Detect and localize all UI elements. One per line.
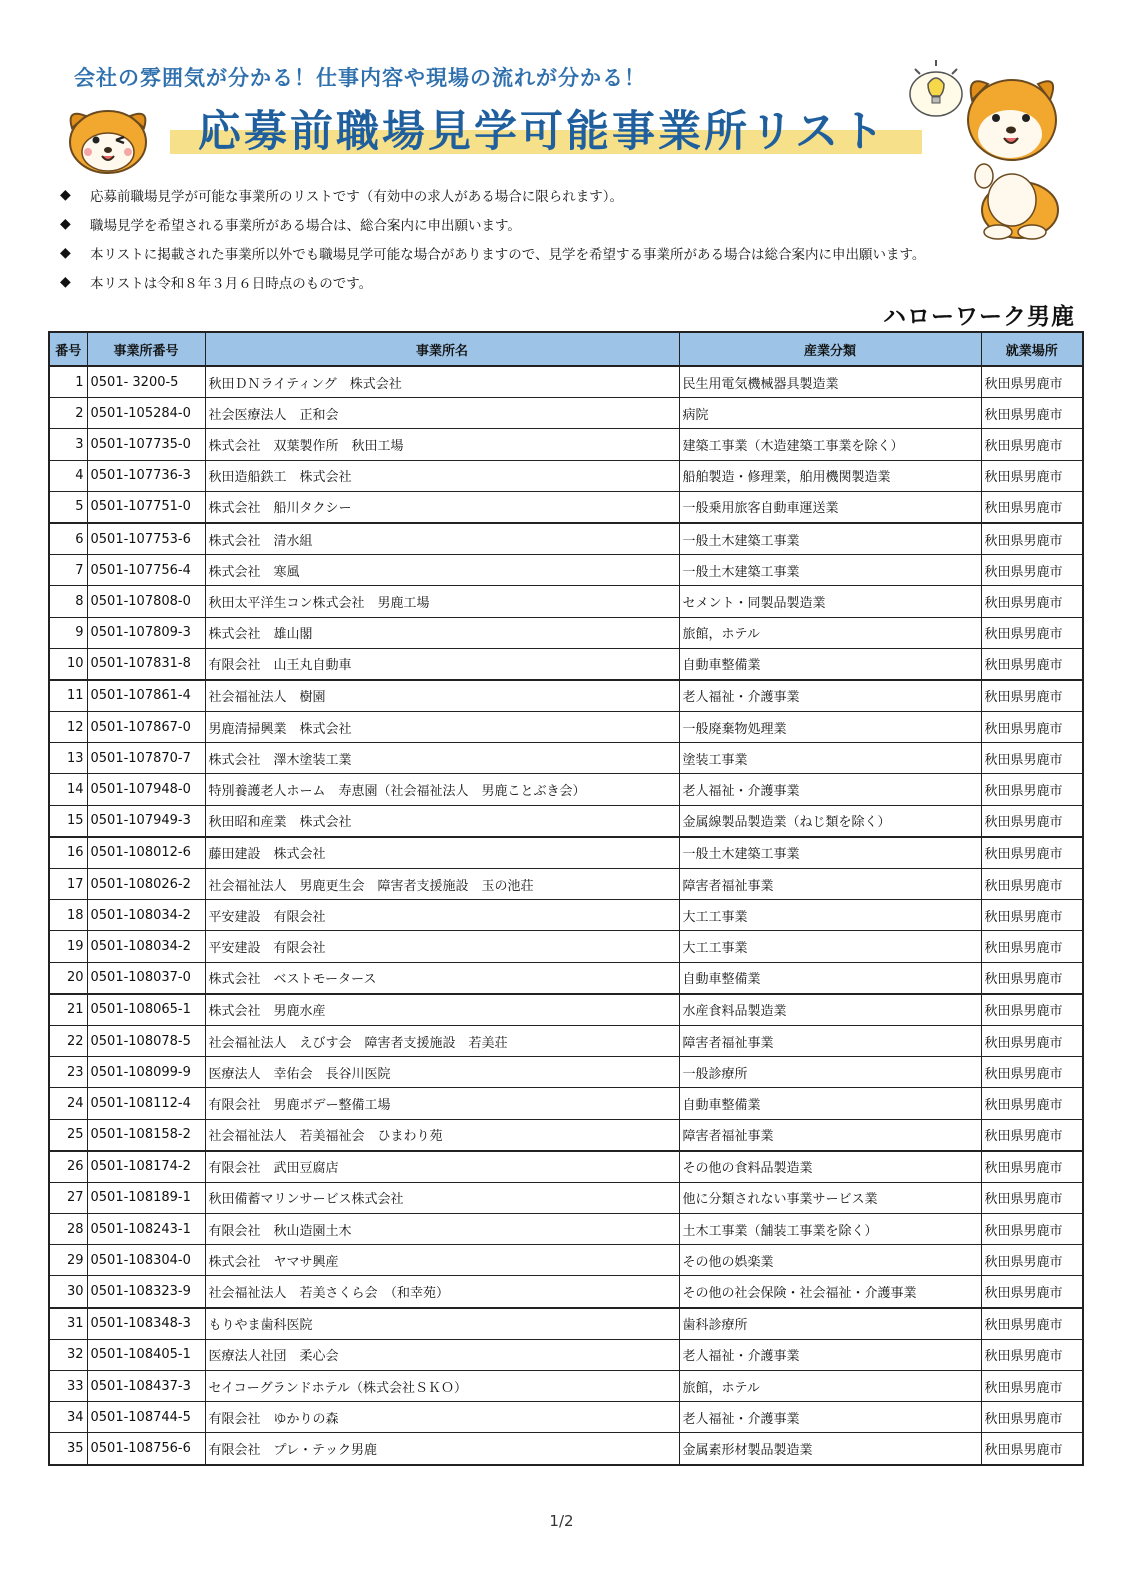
office-name: ハローワーク男鹿 [883, 304, 1075, 330]
cell-industry: 障害者福祉事業 [679, 1119, 981, 1151]
table-row [49, 617, 1083, 648]
cell-industry: 老人福祉・介護事業 [679, 774, 981, 805]
table-row [49, 1402, 1083, 1433]
cell-office-name: 社会福祉法人 若美さくら会 （和幸苑） [205, 1276, 679, 1308]
cell-row-number: 17 [49, 869, 87, 900]
cell-industry: 病院 [679, 398, 981, 429]
table-body [49, 366, 1083, 1465]
note-item: ◆ 本リストは令和８年３月６日時点のものです。 [60, 273, 373, 292]
table-row [49, 712, 1083, 743]
notes-list [60, 180, 925, 296]
cell-work-location: 秋田県男鹿市 [981, 460, 1083, 491]
cell-industry: 障害者福祉事業 [679, 869, 981, 900]
cell-office-code: 0501-108037-0 [87, 962, 205, 994]
cell-office-code: 0501-108189-1 [87, 1182, 205, 1213]
cell-row-number: 6 [49, 523, 87, 555]
cell-office-code: 0501-108323-9 [87, 1276, 205, 1308]
cell-row-number: 8 [49, 586, 87, 617]
cell-row-number: 20 [49, 962, 87, 994]
cell-work-location: 秋田県男鹿市 [981, 869, 1083, 900]
cell-office-name: 有限会社 武田豆腐店 [205, 1151, 679, 1183]
cell-work-location: 秋田県男鹿市 [981, 429, 1083, 460]
cell-row-number: 27 [49, 1182, 87, 1213]
cell-office-name: 平安建設 有限会社 [205, 900, 679, 931]
table-row [49, 931, 1083, 962]
cell-industry: 歯科診療所 [679, 1308, 981, 1340]
cell-row-number: 10 [49, 648, 87, 680]
cell-office-code: 0501-108348-3 [87, 1308, 205, 1340]
cell-row-number: 29 [49, 1245, 87, 1276]
cell-office-code: 0501-107948-0 [87, 774, 205, 805]
cell-office-name: 秋田ＤＮライティング 株式会社 [205, 366, 679, 398]
cell-office-code: 0501-107756-4 [87, 555, 205, 586]
cell-row-number: 1 [49, 366, 87, 398]
cell-office-code: 0501- 3200-5 [87, 366, 205, 398]
cell-row-number: 33 [49, 1371, 87, 1402]
column-header-number: 番号 [49, 332, 87, 366]
cell-office-name: 株式会社 寒風 [205, 555, 679, 586]
cell-work-location: 秋田県男鹿市 [981, 398, 1083, 429]
cell-work-location: 秋田県男鹿市 [981, 1308, 1083, 1340]
cell-office-code: 0501-108756-6 [87, 1433, 205, 1465]
table-row [49, 398, 1083, 429]
cell-office-name: 特別養護老人ホーム 寿恵園（社会福祉法人 男鹿ことぶき会） [205, 774, 679, 805]
page-title: 応募前職場見学可能事業所リスト [198, 107, 888, 157]
cell-office-code: 0501-108437-3 [87, 1371, 205, 1402]
cell-office-code: 0501-108744-5 [87, 1402, 205, 1433]
cell-office-code: 0501-108112-4 [87, 1088, 205, 1119]
table-row [49, 1339, 1083, 1370]
cell-row-number: 5 [49, 491, 87, 523]
cell-office-name: 株式会社 男鹿水産 [205, 994, 679, 1026]
cell-office-name: 秋田昭和産業 株式会社 [205, 805, 679, 837]
cell-office-code: 0501-108099-9 [87, 1057, 205, 1088]
table-row [49, 1245, 1083, 1276]
cell-row-number: 15 [49, 805, 87, 837]
cell-work-location: 秋田県男鹿市 [981, 1025, 1083, 1056]
cell-row-number: 24 [49, 1088, 87, 1119]
cell-office-code: 0501-107735-0 [87, 429, 205, 460]
cell-industry: 大工工事業 [679, 900, 981, 931]
cell-office-code: 0501-108026-2 [87, 869, 205, 900]
cell-industry: 老人福祉・介護事業 [679, 1339, 981, 1370]
cell-industry: その他の社会保険・社会福祉・介護事業 [679, 1276, 981, 1308]
cell-work-location: 秋田県男鹿市 [981, 1057, 1083, 1088]
cell-industry: 一般廃棄物処理業 [679, 712, 981, 743]
table-row [49, 1182, 1083, 1213]
cell-office-code: 0501-108012-6 [87, 837, 205, 869]
cell-row-number: 16 [49, 837, 87, 869]
cell-office-name: 社会福祉法人 男鹿更生会 障害者支援施設 玉の池荘 [205, 869, 679, 900]
cell-industry: セメント・同製品製造業 [679, 586, 981, 617]
cell-work-location: 秋田県男鹿市 [981, 523, 1083, 555]
table-row [49, 994, 1083, 1026]
cell-office-name: 平安建設 有限会社 [205, 931, 679, 962]
cell-office-name: 株式会社 ベストモータース [205, 962, 679, 994]
cell-industry: 建築工事業（木造建築工事業を除く） [679, 429, 981, 460]
cell-work-location: 秋田県男鹿市 [981, 1371, 1083, 1402]
cell-work-location: 秋田県男鹿市 [981, 1151, 1083, 1183]
cell-row-number: 2 [49, 398, 87, 429]
cell-industry: 一般土木建築工事業 [679, 523, 981, 555]
cell-office-code: 0501-107867-0 [87, 712, 205, 743]
cell-industry: 障害者福祉事業 [679, 1025, 981, 1056]
table-row [49, 680, 1083, 712]
cell-office-code: 0501-107861-4 [87, 680, 205, 712]
cell-industry: 自動車整備業 [679, 1088, 981, 1119]
cell-row-number: 25 [49, 1119, 87, 1151]
cell-office-name: 有限会社 ゆかりの森 [205, 1402, 679, 1433]
diamond-bullet-icon: ◆ [60, 215, 71, 232]
cell-industry: 金属素形材製品製造業 [679, 1433, 981, 1465]
table-row [49, 837, 1083, 869]
cell-work-location: 秋田県男鹿市 [981, 1182, 1083, 1213]
cell-work-location: 秋田県男鹿市 [981, 1402, 1083, 1433]
cell-industry: 自動車整備業 [679, 648, 981, 680]
note-item: ◆ 職場見学を希望される事業所がある場合は、総合案内に申出願います。 [60, 215, 521, 234]
table-row [49, 743, 1083, 774]
diamond-bullet-icon: ◆ [60, 244, 71, 261]
table-row [49, 962, 1083, 994]
cell-work-location: 秋田県男鹿市 [981, 805, 1083, 837]
cell-industry: 塗装工事業 [679, 743, 981, 774]
cell-row-number: 28 [49, 1214, 87, 1245]
table-row [49, 555, 1083, 586]
cell-office-name: 医療法人社団 柔心会 [205, 1339, 679, 1370]
cell-work-location: 秋田県男鹿市 [981, 366, 1083, 398]
cell-office-code: 0501-107831-8 [87, 648, 205, 680]
cell-office-code: 0501-108034-2 [87, 900, 205, 931]
cell-office-code: 0501-108158-2 [87, 1119, 205, 1151]
cell-work-location: 秋田県男鹿市 [981, 491, 1083, 523]
cell-office-name: 株式会社 船川タクシー [205, 491, 679, 523]
page-number: 1/2 [549, 1512, 574, 1530]
cell-row-number: 30 [49, 1276, 87, 1308]
cell-office-code: 0501-107949-3 [87, 805, 205, 837]
cell-row-number: 26 [49, 1151, 87, 1183]
cell-office-code: 0501-108174-2 [87, 1151, 205, 1183]
cell-row-number: 32 [49, 1339, 87, 1370]
cell-office-code: 0501-107736-3 [87, 460, 205, 491]
dog-mascot-lightbulb-icon [900, 60, 1070, 240]
table-row [49, 869, 1083, 900]
cell-work-location: 秋田県男鹿市 [981, 994, 1083, 1026]
cell-row-number: 9 [49, 617, 87, 648]
cell-office-name: 株式会社 雄山閣 [205, 617, 679, 648]
table-header-row [49, 332, 1083, 366]
cell-work-location: 秋田県男鹿市 [981, 837, 1083, 869]
cell-office-name: 医療法人 幸佑会 長谷川医院 [205, 1057, 679, 1088]
cell-office-code: 0501-108078-5 [87, 1025, 205, 1056]
cell-industry: 一般診療所 [679, 1057, 981, 1088]
note-item: ◆ 本リストに掲載された事業所以外でも職場見学可能な場合がありますので、見学を希望する事業所がある場合は総合案内に申出願います。 [60, 244, 926, 263]
cell-work-location: 秋田県男鹿市 [981, 1119, 1083, 1151]
cell-office-name: 秋田太平洋生コン株式会社 男鹿工場 [205, 586, 679, 617]
cell-office-name: 有限会社 山王丸自動車 [205, 648, 679, 680]
cell-industry: 水産食料品製造業 [679, 994, 981, 1026]
cell-work-location: 秋田県男鹿市 [981, 1339, 1083, 1370]
column-header-office-code: 事業所番号 [87, 332, 205, 366]
cell-industry: その他の娯楽業 [679, 1245, 981, 1276]
cell-industry: 土木工事業（舗装工事業を除く） [679, 1214, 981, 1245]
cell-work-location: 秋田県男鹿市 [981, 962, 1083, 994]
cell-row-number: 7 [49, 555, 87, 586]
cell-industry: 大工工事業 [679, 931, 981, 962]
cell-row-number: 12 [49, 712, 87, 743]
note-item: ◆ 応募前職場見学が可能な事業所のリストです（有効中の求人がある場合に限られます）。 [60, 186, 623, 205]
page-subtitle: 会社の雰囲気が分かる！仕事内容や現場の流れが分かる！ [74, 66, 646, 90]
cell-work-location: 秋田県男鹿市 [981, 1245, 1083, 1276]
cell-office-name: セイコーグランドホテル（株式会社ＳＫＯ） [205, 1371, 679, 1402]
cell-office-name: 社会医療法人 正和会 [205, 398, 679, 429]
cell-office-name: 社会福祉法人 樹園 [205, 680, 679, 712]
cell-row-number: 18 [49, 900, 87, 931]
dog-mascot-icon [64, 98, 152, 176]
cell-industry: 船舶製造・修理業，舶用機関製造業 [679, 460, 981, 491]
cell-work-location: 秋田県男鹿市 [981, 712, 1083, 743]
cell-office-name: 株式会社 清水組 [205, 523, 679, 555]
cell-work-location: 秋田県男鹿市 [981, 1276, 1083, 1308]
table-row [49, 1119, 1083, 1151]
table-row [49, 1025, 1083, 1056]
cell-industry: 金属線製品製造業（ねじ類を除く） [679, 805, 981, 837]
cell-office-code: 0501-108065-1 [87, 994, 205, 1026]
table-row [49, 460, 1083, 491]
cell-office-code: 0501-107809-3 [87, 617, 205, 648]
cell-industry: 民生用電気機械器具製造業 [679, 366, 981, 398]
cell-office-name: 有限会社 男鹿ボデー整備工場 [205, 1088, 679, 1119]
table-row [49, 1088, 1083, 1119]
cell-work-location: 秋田県男鹿市 [981, 586, 1083, 617]
cell-work-location: 秋田県男鹿市 [981, 931, 1083, 962]
cell-office-code: 0501-108034-2 [87, 931, 205, 962]
table-row [49, 774, 1083, 805]
cell-office-name: 社会福祉法人 えびす会 障害者支援施設 若美荘 [205, 1025, 679, 1056]
table-row [49, 523, 1083, 555]
cell-office-code: 0501-105284-0 [87, 398, 205, 429]
cell-row-number: 3 [49, 429, 87, 460]
cell-row-number: 34 [49, 1402, 87, 1433]
cell-row-number: 19 [49, 931, 87, 962]
table-row [49, 366, 1083, 398]
cell-industry: 旅館，ホテル [679, 617, 981, 648]
column-header-industry: 産業分類 [679, 332, 981, 366]
cell-office-name: 藤田建設 株式会社 [205, 837, 679, 869]
cell-work-location: 秋田県男鹿市 [981, 743, 1083, 774]
cell-office-name: もりやま歯科医院 [205, 1308, 679, 1340]
cell-office-name: 秋田備蓄マリンサービス株式会社 [205, 1182, 679, 1213]
cell-row-number: 21 [49, 994, 87, 1026]
cell-office-name: 秋田造船鉄工 株式会社 [205, 460, 679, 491]
cell-industry: 老人福祉・介護事業 [679, 1402, 981, 1433]
cell-work-location: 秋田県男鹿市 [981, 1088, 1083, 1119]
table-row [49, 648, 1083, 680]
cell-industry: 一般土木建築工事業 [679, 837, 981, 869]
table-row [49, 1151, 1083, 1183]
cell-industry: 他に分類されない事業サービス業 [679, 1182, 981, 1213]
cell-office-code: 0501-107808-0 [87, 586, 205, 617]
cell-office-name: 有限会社 プレ・テック男鹿 [205, 1433, 679, 1465]
diamond-bullet-icon: ◆ [60, 273, 71, 290]
cell-row-number: 4 [49, 460, 87, 491]
table-row [49, 1371, 1083, 1402]
cell-office-name: 株式会社 ヤマサ興産 [205, 1245, 679, 1276]
cell-industry: 老人福祉・介護事業 [679, 680, 981, 712]
cell-row-number: 23 [49, 1057, 87, 1088]
cell-industry: 旅館，ホテル [679, 1371, 981, 1402]
cell-row-number: 14 [49, 774, 87, 805]
table-row [49, 491, 1083, 523]
diamond-bullet-icon: ◆ [60, 186, 71, 203]
cell-work-location: 秋田県男鹿市 [981, 680, 1083, 712]
cell-work-location: 秋田県男鹿市 [981, 900, 1083, 931]
table-row [49, 805, 1083, 837]
cell-office-name: 社会福祉法人 若美福祉会 ひまわり苑 [205, 1119, 679, 1151]
cell-office-name: 男鹿清掃興業 株式会社 [205, 712, 679, 743]
cell-office-code: 0501-107753-6 [87, 523, 205, 555]
table-row [49, 586, 1083, 617]
cell-industry: 一般乗用旅客自動車運送業 [679, 491, 981, 523]
cell-office-code: 0501-108243-1 [87, 1214, 205, 1245]
establishment-table [48, 331, 1084, 1466]
cell-industry: 一般土木建築工事業 [679, 555, 981, 586]
cell-row-number: 22 [49, 1025, 87, 1056]
cell-office-code: 0501-108405-1 [87, 1339, 205, 1370]
cell-work-location: 秋田県男鹿市 [981, 617, 1083, 648]
cell-work-location: 秋田県男鹿市 [981, 774, 1083, 805]
table-row [49, 1433, 1083, 1465]
cell-row-number: 13 [49, 743, 87, 774]
cell-office-name: 株式会社 澤木塗装工業 [205, 743, 679, 774]
column-header-office-name: 事業所名 [205, 332, 679, 366]
cell-office-code: 0501-107870-7 [87, 743, 205, 774]
column-header-work-location: 就業場所 [981, 332, 1083, 366]
table-row [49, 1308, 1083, 1340]
cell-work-location: 秋田県男鹿市 [981, 1214, 1083, 1245]
cell-office-code: 0501-107751-0 [87, 491, 205, 523]
cell-work-location: 秋田県男鹿市 [981, 555, 1083, 586]
cell-row-number: 31 [49, 1308, 87, 1340]
cell-industry: 自動車整備業 [679, 962, 981, 994]
cell-row-number: 11 [49, 680, 87, 712]
cell-work-location: 秋田県男鹿市 [981, 1433, 1083, 1465]
cell-industry: その他の食料品製造業 [679, 1151, 981, 1183]
table-row [49, 900, 1083, 931]
table-row [49, 1214, 1083, 1245]
table-row [49, 429, 1083, 460]
cell-office-name: 有限会社 秋山造園土木 [205, 1214, 679, 1245]
cell-office-name: 株式会社 双葉製作所 秋田工場 [205, 429, 679, 460]
cell-work-location: 秋田県男鹿市 [981, 648, 1083, 680]
cell-office-code: 0501-108304-0 [87, 1245, 205, 1276]
table-row [49, 1057, 1083, 1088]
table-row [49, 1276, 1083, 1308]
cell-row-number: 35 [49, 1433, 87, 1465]
